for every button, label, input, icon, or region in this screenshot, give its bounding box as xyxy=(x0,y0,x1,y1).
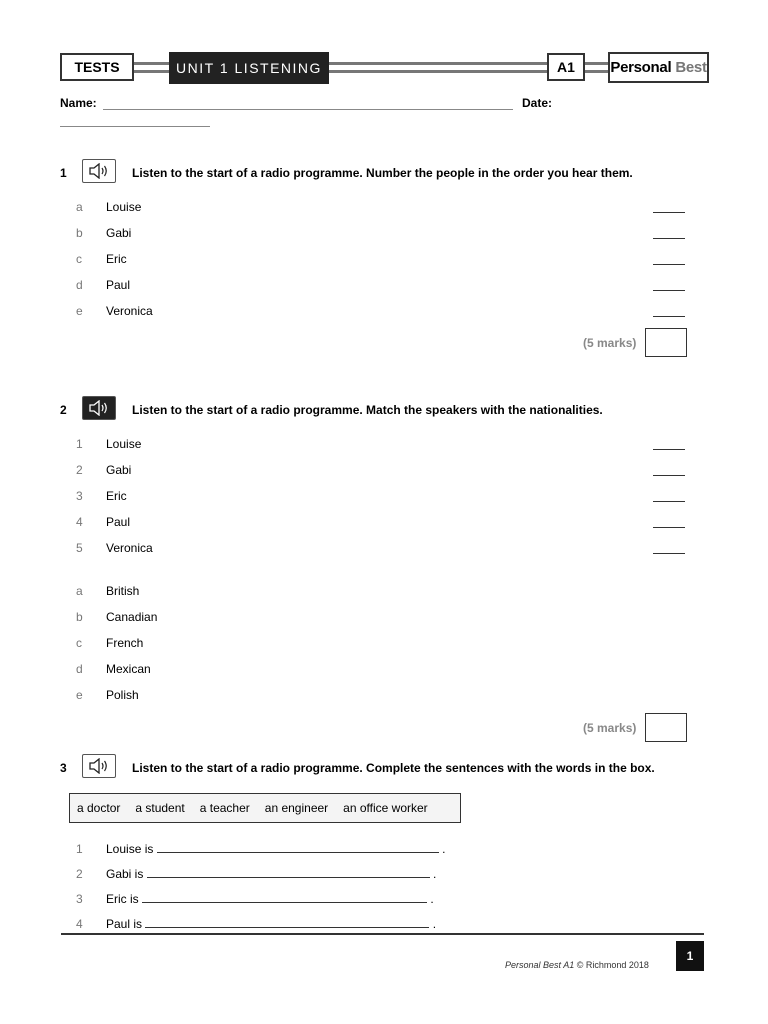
tests-label: TESTS xyxy=(60,53,134,81)
item-text: Polish xyxy=(106,688,139,702)
q2-instruction: Listen to the start of a radio programme. Match the speakers with the nationalities. xyxy=(132,403,603,417)
date-label: Date: xyxy=(522,96,553,110)
brand-main: Personal xyxy=(610,59,672,76)
footer-credit xyxy=(505,960,649,970)
item-letter: e xyxy=(76,688,83,702)
item-letter: b xyxy=(76,226,83,240)
list-item xyxy=(76,278,688,304)
answer-blank[interactable] xyxy=(142,892,427,903)
item-letter: b xyxy=(76,610,83,624)
item-text: Louise xyxy=(106,200,142,214)
item-letter: a xyxy=(76,584,83,598)
sentence-end: . xyxy=(442,842,446,856)
q1-number: 1 xyxy=(60,166,67,180)
sentence-start: Gabi is xyxy=(106,867,144,881)
sentence-start: Louise is xyxy=(106,842,154,856)
list-item xyxy=(76,636,376,662)
list-item xyxy=(76,867,476,892)
word-option: a teacher xyxy=(199,801,250,815)
name-label: Name: xyxy=(60,96,97,110)
sentence-text xyxy=(106,842,445,856)
list-item xyxy=(76,304,688,330)
header-rule-left-2 xyxy=(134,70,169,73)
item-letter: d xyxy=(76,278,83,292)
name-field[interactable] xyxy=(103,109,513,110)
item-text: Louise xyxy=(106,437,142,451)
speaker-icon xyxy=(88,400,110,416)
word-option: a student xyxy=(135,801,185,815)
answer-blank[interactable] xyxy=(157,842,439,853)
list-item xyxy=(76,541,688,567)
item-number: 1 xyxy=(76,437,83,451)
item-number: 5 xyxy=(76,541,83,555)
page-number: 1 xyxy=(676,941,704,971)
q3-instruction: Listen to the start of a radio programme. Complete the sentences with the words in the box. xyxy=(132,761,655,775)
q1-item-list xyxy=(76,200,688,330)
footer-copyright: © Richmond 2018 xyxy=(576,960,649,970)
sentence-text xyxy=(106,892,434,906)
header-rule-right-2 xyxy=(585,70,608,73)
q1-audio-button[interactable] xyxy=(82,159,116,183)
answer-blank[interactable] xyxy=(653,501,685,502)
answer-blank[interactable] xyxy=(653,290,685,291)
q3-number: 3 xyxy=(60,761,67,775)
item-text: Eric xyxy=(106,489,127,503)
answer-blank[interactable] xyxy=(653,238,685,239)
sentence-text xyxy=(106,867,436,881)
item-number: 4 xyxy=(76,917,83,931)
level-badge: A1 xyxy=(547,53,585,81)
item-number: 3 xyxy=(76,489,83,503)
item-letter: d xyxy=(76,662,83,676)
item-text: British xyxy=(106,584,140,598)
q1-marks-box[interactable] xyxy=(645,328,687,357)
q2-nationality-list xyxy=(76,584,376,714)
item-letter: c xyxy=(76,636,82,650)
sentence-start: Eric is xyxy=(106,892,139,906)
item-text: Gabi xyxy=(106,226,132,240)
list-item xyxy=(76,892,476,917)
item-text: Mexican xyxy=(106,662,151,676)
list-item xyxy=(76,200,688,226)
answer-blank[interactable] xyxy=(653,553,685,554)
q2-speaker-list xyxy=(76,437,688,567)
q2-audio-button[interactable] xyxy=(82,396,116,420)
list-item xyxy=(76,662,376,688)
q2-marks: (5 marks) xyxy=(583,721,637,735)
list-item xyxy=(76,489,688,515)
q3-sentence-list xyxy=(76,842,476,942)
q1-instruction: Listen to the start of a radio programme. Number the people in the order you hear them. xyxy=(132,166,633,180)
word-box xyxy=(69,793,461,823)
list-item xyxy=(76,463,688,489)
answer-blank[interactable] xyxy=(653,475,685,476)
answer-blank[interactable] xyxy=(653,212,685,213)
footer-rule xyxy=(61,933,704,935)
q1-marks: (5 marks) xyxy=(583,336,637,350)
item-text: French xyxy=(106,636,144,650)
list-item xyxy=(76,842,476,867)
list-item xyxy=(76,917,476,942)
item-number: 2 xyxy=(76,463,83,477)
answer-blank[interactable] xyxy=(653,316,685,317)
brand-logo xyxy=(608,52,709,83)
answer-blank[interactable] xyxy=(653,449,685,450)
date-field[interactable] xyxy=(60,126,210,127)
list-item xyxy=(76,610,376,636)
header-rule-middle-2 xyxy=(329,70,547,73)
word-option: a doctor xyxy=(77,801,121,815)
speaker-icon xyxy=(88,163,110,179)
speaker-icon xyxy=(88,758,110,774)
header-rule-left xyxy=(134,62,169,65)
item-number: 3 xyxy=(76,892,83,906)
item-text: Paul xyxy=(106,278,131,292)
sentence-text xyxy=(106,917,436,931)
answer-blank[interactable] xyxy=(147,867,430,878)
item-text: Veronica xyxy=(106,304,153,318)
item-letter: c xyxy=(76,252,82,266)
footer-book: Personal Best A1 xyxy=(505,960,575,970)
list-item xyxy=(76,515,688,541)
item-text: Veronica xyxy=(106,541,153,555)
word-option: an engineer xyxy=(264,801,329,815)
answer-blank[interactable] xyxy=(653,264,685,265)
item-letter: e xyxy=(76,304,83,318)
list-item xyxy=(76,226,688,252)
item-letter: a xyxy=(76,200,83,214)
item-text: Eric xyxy=(106,252,127,266)
item-number: 4 xyxy=(76,515,83,529)
list-item xyxy=(76,584,376,610)
sentence-start: Paul is xyxy=(106,917,143,931)
header-rule-right xyxy=(585,62,608,65)
q2-marks-box[interactable] xyxy=(645,713,687,742)
list-item xyxy=(76,688,376,714)
brand-second: Best xyxy=(675,59,707,76)
q2-number: 2 xyxy=(60,403,67,417)
header-rule-middle xyxy=(329,62,547,65)
item-number: 2 xyxy=(76,867,83,881)
item-text: Paul xyxy=(106,515,131,529)
q3-audio-button[interactable] xyxy=(82,754,116,778)
answer-blank[interactable] xyxy=(145,917,429,928)
sentence-end: . xyxy=(430,892,434,906)
list-item xyxy=(76,437,688,463)
sentence-end: . xyxy=(433,867,437,881)
item-number: 1 xyxy=(76,842,83,856)
unit-title: UNIT 1 LISTENING xyxy=(169,52,329,84)
item-text: Canadian xyxy=(106,610,158,624)
word-option: an office worker xyxy=(343,801,428,815)
sentence-end: . xyxy=(432,917,437,931)
item-text: Gabi xyxy=(106,463,132,477)
list-item xyxy=(76,252,688,278)
answer-blank[interactable] xyxy=(653,527,685,528)
